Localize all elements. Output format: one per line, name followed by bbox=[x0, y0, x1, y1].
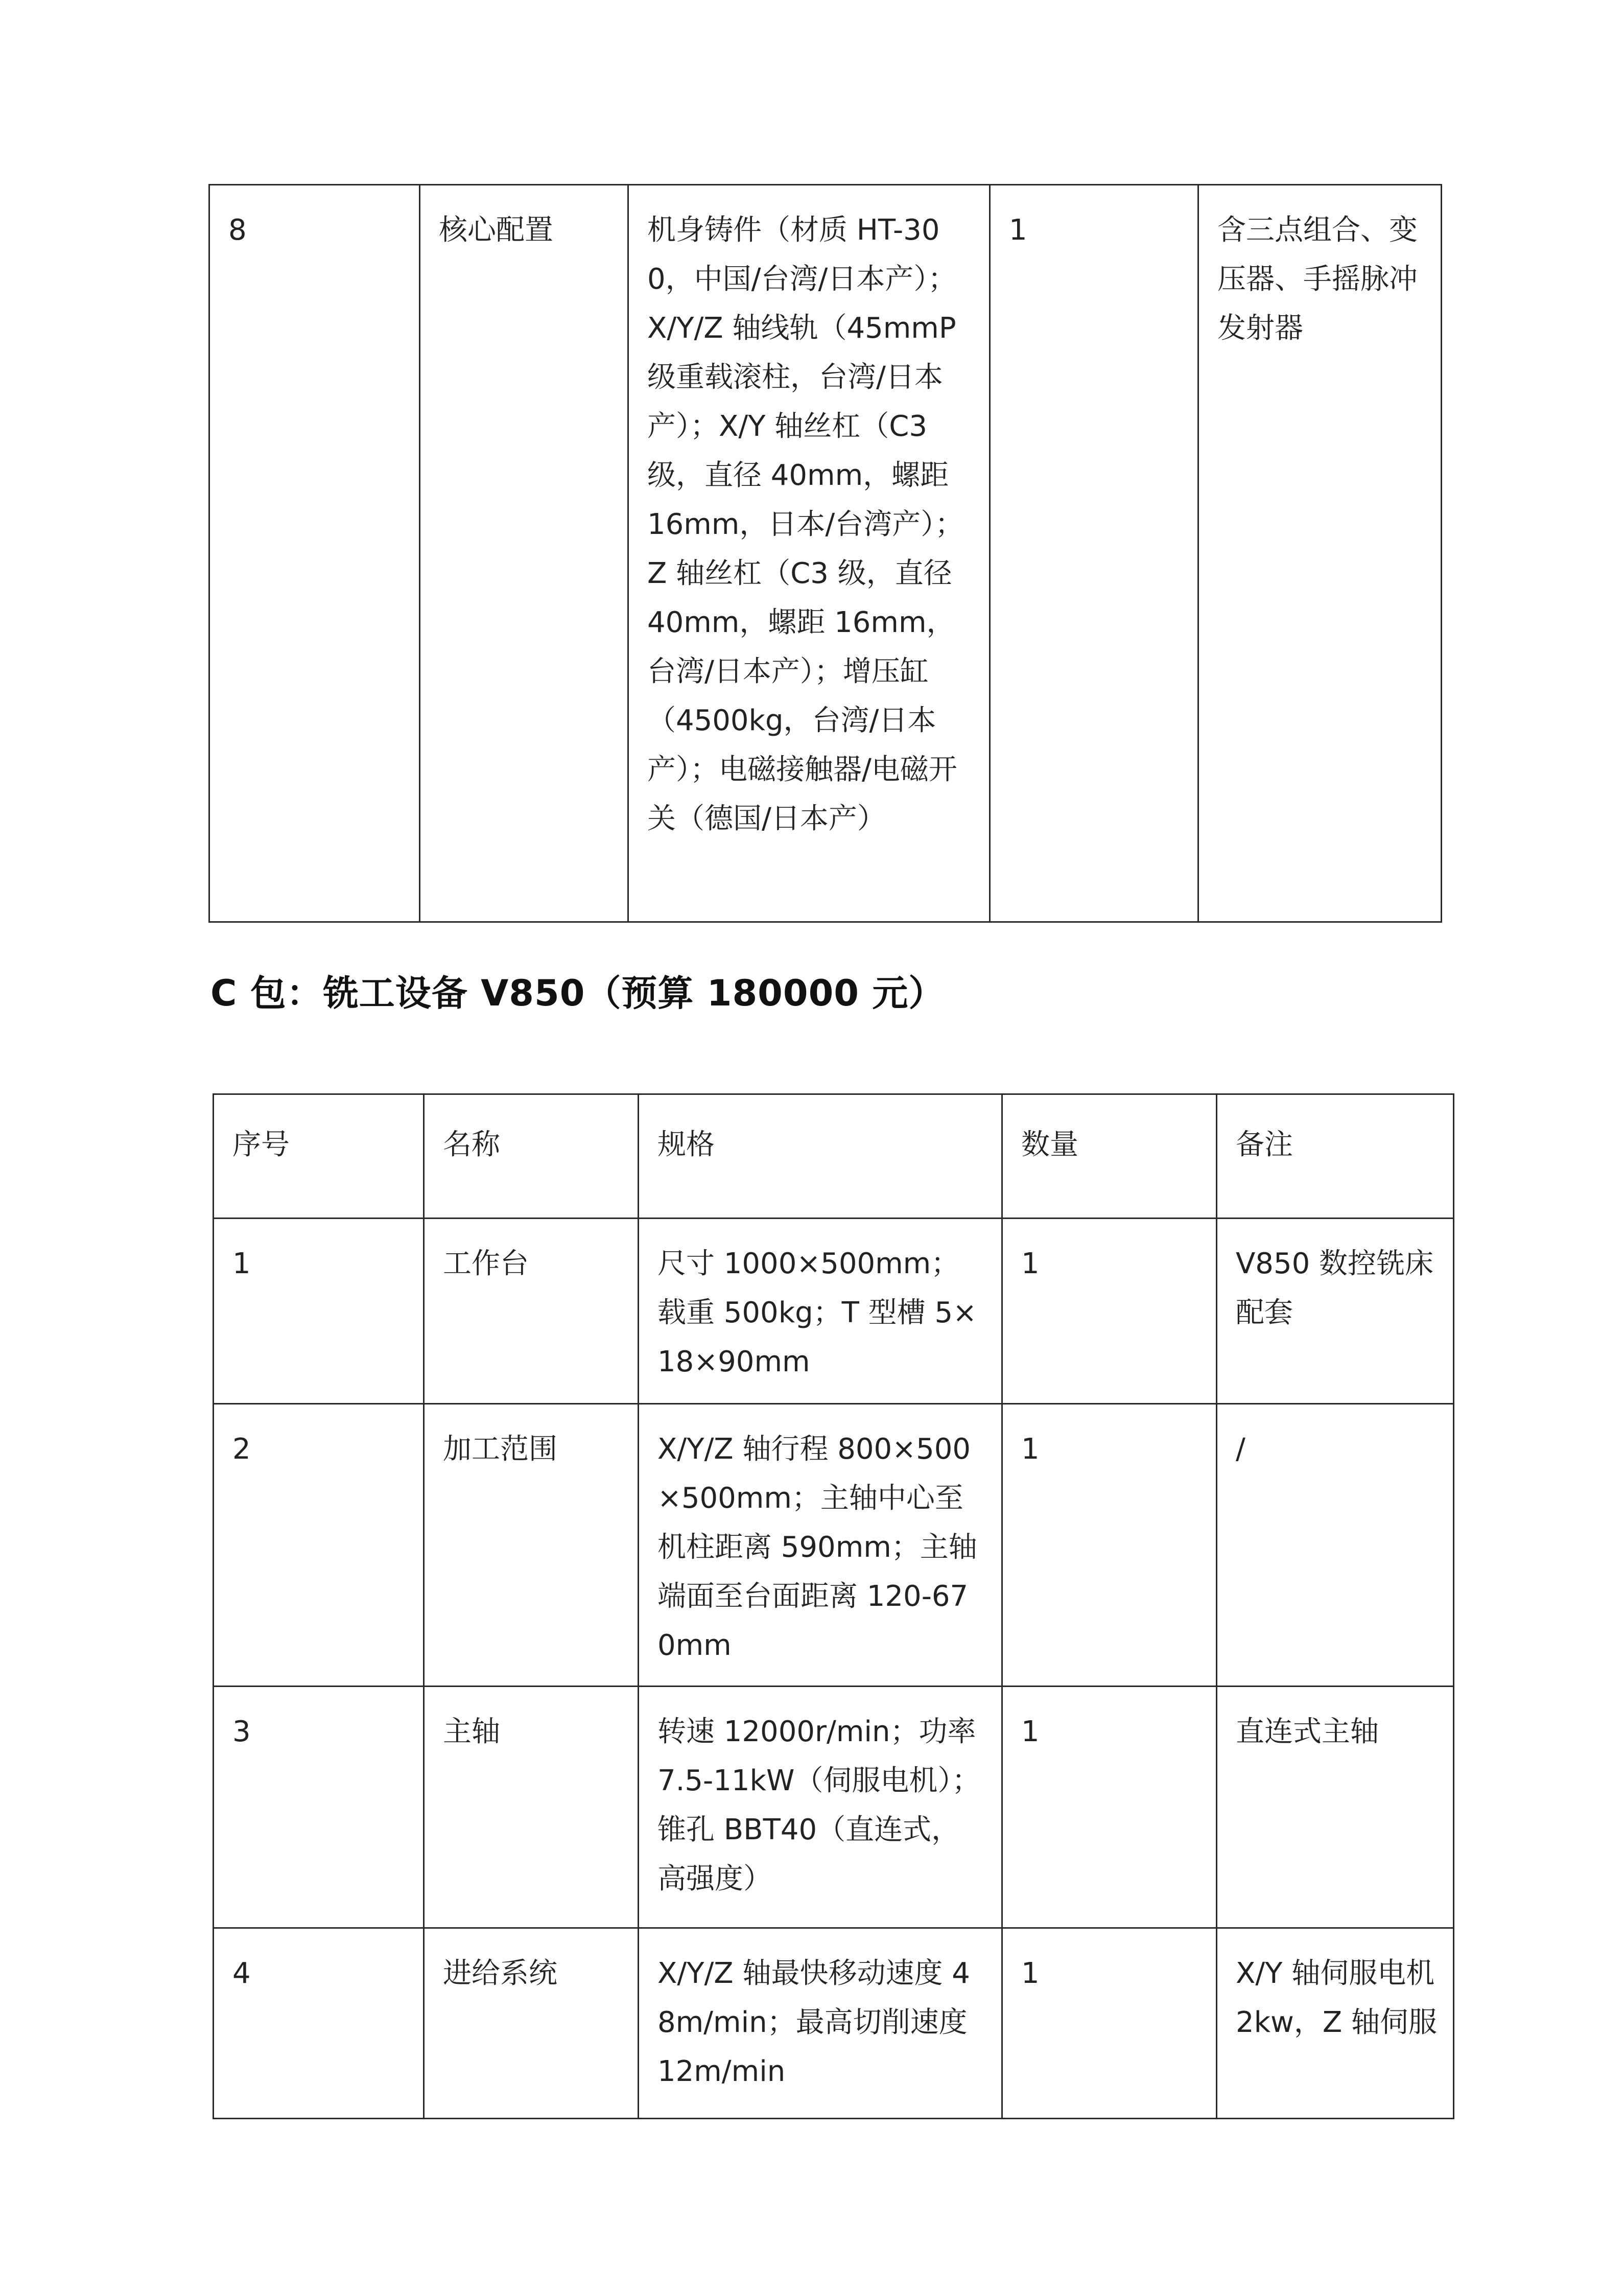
header-spec: 规格 bbox=[639, 1094, 1002, 1219]
cell-no: 1 bbox=[214, 1219, 424, 1404]
table-row bbox=[214, 1219, 1454, 1404]
cell-note: 直连式主轴 bbox=[1217, 1687, 1454, 1928]
cell-spec: 转速 12000r/min；功率 7.5-11kW（伺服电机）；锥孔 BBT40（直连式，高强度） bbox=[639, 1687, 1002, 1928]
table-row bbox=[209, 185, 1442, 922]
cell-name: 核心配置 bbox=[420, 185, 628, 922]
cell-name: 加工范围 bbox=[424, 1404, 639, 1687]
cell-qty: 1 bbox=[990, 185, 1198, 922]
cell-qty: 1 bbox=[1002, 1219, 1217, 1404]
cell-spec: 尺寸 1000×500mm；载重 500kg；T 型槽 5×18×90mm bbox=[639, 1219, 1002, 1404]
cell-qty: 1 bbox=[1002, 1404, 1217, 1687]
cell-note: 含三点组合、变压器、手摇脉冲发射器 bbox=[1198, 185, 1442, 922]
table-header-row bbox=[214, 1094, 1454, 1219]
cell-qty: 1 bbox=[1002, 1687, 1217, 1928]
cell-no: 8 bbox=[209, 185, 420, 922]
cell-spec: X/Y/Z 轴行程 800×500×500mm；主轴中心至机柱距离 590mm；主轴端面至台面距离 120-670mm bbox=[639, 1404, 1002, 1687]
cell-no: 4 bbox=[214, 1928, 424, 2119]
cell-no: 3 bbox=[214, 1687, 424, 1928]
cell-qty: 1 bbox=[1002, 1928, 1217, 2119]
cell-name: 进给系统 bbox=[424, 1928, 639, 2119]
package-c-table bbox=[213, 1093, 1454, 2119]
header-qty: 数量 bbox=[1002, 1094, 1217, 1219]
cell-note: V850 数控铣床配套 bbox=[1217, 1219, 1454, 1404]
cell-note: X/Y 轴伺服电机 2kw，Z 轴伺服 bbox=[1217, 1928, 1454, 2119]
cell-spec: 机身铸件（材质 HT-300，中国/台湾/日本产）；X/Y/Z 轴线轨（45mmP 级重载滚柱，台湾/日本产）；X/Y 轴丝杠（C3 级，直径 40mm，螺距 16mm，日本/台湾产）；Z 轴丝杠（C3 级，直径 40mm，螺距 16mm，台湾/日本产）；增压缸（4500kg，台湾/日本产）；电磁接触器/电磁开关（德国/日本产） bbox=[628, 185, 990, 922]
header-note: 备注 bbox=[1217, 1094, 1454, 1219]
header-no: 序号 bbox=[214, 1094, 424, 1219]
cell-name: 工作台 bbox=[424, 1219, 639, 1404]
cell-spec: X/Y/Z 轴最快移动速度 48m/min；最高切削速度 12m/min bbox=[639, 1928, 1002, 2119]
table-row bbox=[214, 1404, 1454, 1687]
header-name: 名称 bbox=[424, 1094, 639, 1219]
cell-note: / bbox=[1217, 1404, 1454, 1687]
core-config-table bbox=[208, 184, 1442, 923]
table-row bbox=[214, 1687, 1454, 1928]
cell-name: 主轴 bbox=[424, 1687, 639, 1928]
table-row bbox=[214, 1928, 1454, 2119]
section-c-title: C 包：铣工设备 V850（预算 180000 元） bbox=[210, 972, 945, 1014]
cell-no: 2 bbox=[214, 1404, 424, 1687]
